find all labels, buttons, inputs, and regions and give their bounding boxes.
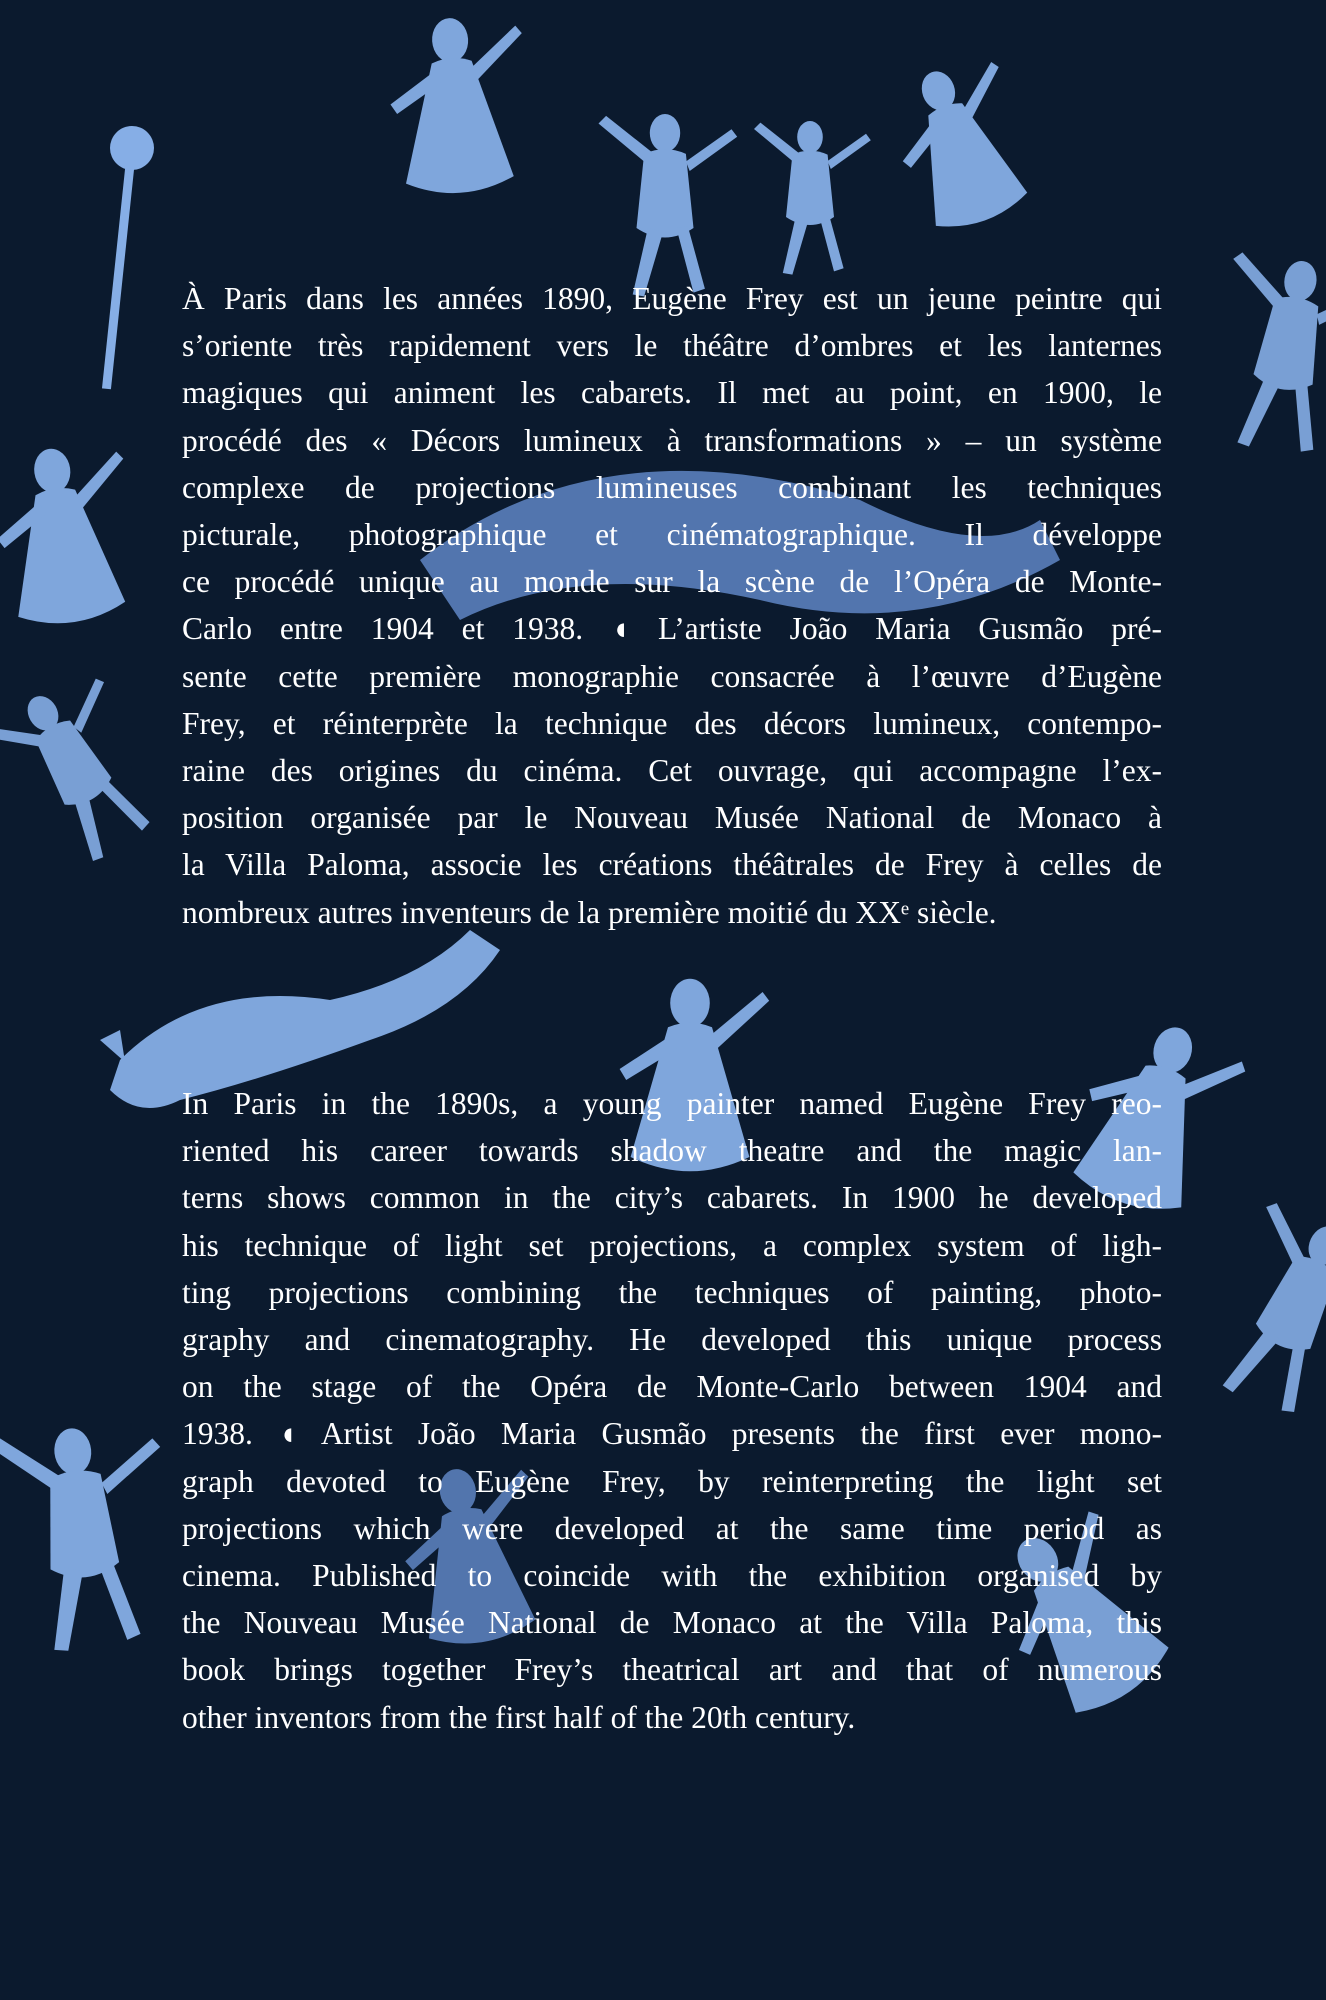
- english-line: graph devoted to Eugène Frey, by reinterpreting the light set: [182, 1463, 1162, 1499]
- figure-left-lower: [0, 1419, 180, 1656]
- french-line: s’oriente très rapidement vers le théâtre d’ombres et les lanternes: [182, 328, 1162, 364]
- french-description: [182, 275, 1162, 936]
- english-description: [182, 1080, 1162, 1741]
- figure-top-child-1: [599, 114, 738, 296]
- english-line: book brings together Frey’s theatrical art and that of numerous: [182, 1652, 1162, 1688]
- english-line: 1938. ◖ Artist João Maria Gusmão presents the first ever mono-: [182, 1416, 1162, 1452]
- english-line: terns shows common in the city’s cabarets. In 1900 he developed: [182, 1180, 1162, 1216]
- french-line: ce procédé unique au monde sur la scène de l’Opéra de Monte-: [182, 564, 1162, 600]
- figure-top-dancer: [385, 13, 533, 197]
- french-line: nombreux autres inventeurs de la première moitié du XXᵉ siècle.: [182, 894, 997, 930]
- english-line: on the stage of the Opéra de Monte-Carlo between 1904 and: [182, 1369, 1162, 1405]
- french-line: sente cette première monographie consacrée à l’œuvre d’Eugène: [182, 658, 1162, 694]
- english-line: ting projections combining the techniques of painting, photo-: [182, 1274, 1162, 1310]
- english-line: his technique of light set projections, a complex system of ligh-: [182, 1227, 1162, 1263]
- french-line: procédé des « Décors lumineux à transformations » – un système: [182, 422, 1162, 458]
- figure-right-edge-lower: [1189, 1198, 1326, 1434]
- english-line: other inventors from the first half of the 20th century.: [182, 1699, 856, 1735]
- french-line: position organisée par le Nouveau Musée National de Monaco à: [182, 800, 1162, 836]
- figure-right-upper: [1202, 249, 1326, 463]
- french-line: Carlo entre 1904 et 1938. ◖ L’artiste João Maria Gusmão pré-: [182, 611, 1162, 647]
- english-line: In Paris in the 1890s, a young painter named Eugène Frey reo-: [182, 1086, 1162, 1121]
- french-line: picturale, photographique et cinématographique. Il développe: [182, 517, 1162, 553]
- french-line: À Paris dans les années 1890, Eugène Frey est un jeune peintre qui: [182, 281, 1162, 316]
- english-line: cinema. Published to coincide with the exhibition organised by: [182, 1558, 1162, 1594]
- french-line: magiques qui animent les cabarets. Il met au point, en 1900, le: [182, 375, 1162, 411]
- figure-left-lantern-holder: [0, 439, 145, 631]
- lantern-staff: [102, 126, 154, 389]
- english-line: riented his career towards shadow theatre and the magic lan-: [182, 1133, 1162, 1169]
- figure-top-child-2: [754, 121, 871, 275]
- figure-left-middle: [0, 663, 180, 878]
- french-line: complexe de projections lumineuses combinant les techniques: [182, 469, 1162, 505]
- english-line: graphy and cinematography. He developed this unique process: [182, 1322, 1162, 1358]
- figure-top-right-dancer: [878, 50, 1047, 240]
- french-line: raine des origines du cinéma. Cet ouvrage, qui accompagne l’ex-: [182, 753, 1162, 789]
- english-line: the Nouveau Musée National de Monaco at the Villa Paloma, this: [182, 1605, 1162, 1641]
- french-line: la Villa Paloma, associe les créations théâtrales de Frey à celles de: [182, 847, 1162, 883]
- english-line: projections which were developed at the same time period as: [182, 1510, 1162, 1546]
- french-line: Frey, et réinterprète la technique des décors lumineux, contempo-: [182, 705, 1162, 741]
